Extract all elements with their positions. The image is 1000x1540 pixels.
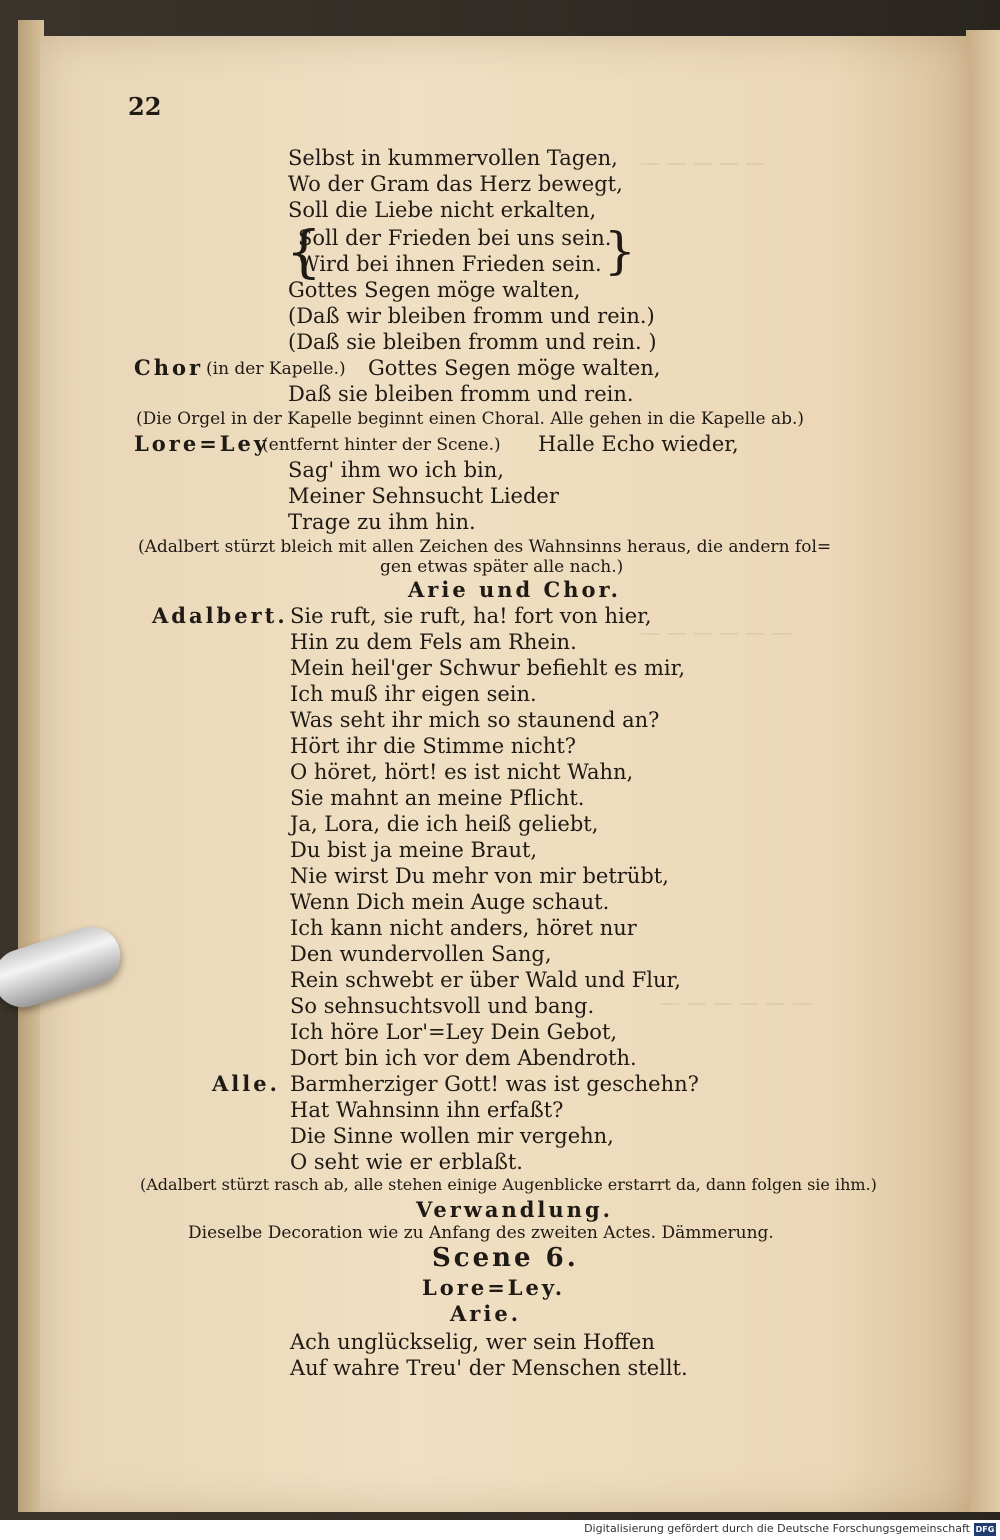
stage-direction: Dieselbe Decoration wie zu Anfang des zweiten Actes. Dämmerung. — [188, 1223, 774, 1243]
speaker-loreley: Lore=Ley. — [422, 1275, 566, 1300]
right-brace: } — [604, 222, 636, 280]
verse-line: Gottes Segen möge walten, — [288, 278, 581, 302]
verse-line: Soll die Liebe nicht erkalten, — [288, 198, 597, 222]
dfg-logo-icon: DFG — [975, 1525, 995, 1534]
stage-direction: (in der Kapelle.) — [206, 359, 346, 379]
verse-line: Du bist ja meine Braut, — [290, 838, 538, 862]
verse-line: Sag' ihm wo ich bin, — [288, 458, 504, 482]
verse-line: Mein heil'ger Schwur befiehlt es mir, — [290, 656, 686, 680]
next-page-edge — [966, 30, 1000, 1512]
verse-line: Trage zu ihm hin. — [288, 510, 476, 534]
verse-line: Halle Echo wieder, — [538, 432, 739, 456]
verse-line: Barmherziger Gott! was ist geschehn? — [290, 1072, 699, 1096]
verse-line: Sie ruft, sie ruft, ha! fort von hier, — [290, 604, 652, 628]
verse-line: Rein schwebt er über Wald und Flur, — [290, 968, 681, 992]
speaker-chor: Chor — [134, 355, 204, 380]
verse-line: Gottes Segen möge walten, — [368, 356, 661, 380]
speaker-alle: Alle. — [212, 1071, 280, 1096]
speaker-adalbert: Adalbert. — [152, 603, 288, 628]
verse-line: Nie wirst Du mehr von mir betrübt, — [290, 864, 669, 888]
section-heading: Arie. — [450, 1301, 522, 1326]
verse-line: Auf wahre Treu' der Menschen stellt. — [290, 1356, 688, 1380]
show-through: — — — — — — — [640, 620, 792, 644]
verse-line: (Daß wir bleiben fromm und rein.) — [288, 304, 655, 328]
verse-line: Ich muß ihr eigen sein. — [290, 682, 537, 706]
stage-direction: (Die Orgel in der Kapelle beginnt einen Choral. Alle gehen in die Kapelle ab.) — [136, 409, 805, 429]
verse-line: Dort bin ich vor dem Abendroth. — [290, 1046, 637, 1070]
stage-direction: (Adalbert stürzt rasch ab, alle stehen einige Augenblicke erstarrt da, dann folgen sie ihm.) — [140, 1175, 877, 1194]
verse-line: Die Sinne wollen mir vergehn, — [290, 1124, 614, 1148]
left-brace: { — [286, 220, 322, 285]
page-number: 22 — [128, 92, 162, 121]
verse-line: Den wundervollen Sang, — [290, 942, 552, 966]
show-through: — — — — — — — [660, 990, 812, 1014]
verse-line: Soll der Frieden bei uns sein. — [298, 226, 612, 250]
stage-direction: gen etwas später alle nach.) — [380, 557, 624, 577]
section-heading: Verwandlung. — [416, 1197, 613, 1222]
verse-line: O höret, hört! es ist nicht Wahn, — [290, 760, 634, 784]
stage-direction: (Adalbert stürzt bleich mit allen Zeichen des Wahnsinns heraus, die andern fol= — [138, 537, 832, 557]
verse-line: Hat Wahnsinn ihn erfaßt? — [290, 1098, 564, 1122]
verse-line: Hin zu dem Fels am Rhein. — [290, 630, 577, 654]
verse-line: Selbst in kummervollen Tagen, — [288, 146, 618, 170]
verse-line: Ich höre Lor'=Ley Dein Gebot, — [290, 1020, 618, 1044]
verse-line: Daß sie bleiben fromm und rein. — [288, 382, 634, 406]
verse-line: Meiner Sehnsucht Lieder — [288, 484, 559, 508]
verse-line: Wo der Gram das Herz bewegt, — [288, 172, 623, 196]
verse-line: Was seht ihr mich so staunend an? — [290, 708, 660, 732]
verse-line: (Daß sie bleiben fromm und rein. ) — [288, 330, 657, 354]
verse-line: Ich kann nicht anders, höret nur — [290, 916, 637, 940]
verse-line: Wenn Dich mein Auge schaut. — [290, 890, 610, 914]
verse-line: O seht wie er erblaßt. — [290, 1150, 523, 1174]
verse-line: So sehnsuchtsvoll und bang. — [290, 994, 595, 1018]
verse-line: Ach unglückselig, wer sein Hoffen — [290, 1330, 655, 1354]
section-heading: Arie und Chor. — [408, 577, 621, 602]
verse-line: Sie mahnt an meine Pflicht. — [290, 786, 585, 810]
stage-direction: (entfernt hinter der Scene.) — [262, 435, 501, 455]
verse-line: Hört ihr die Stimme nicht? — [290, 734, 577, 758]
verse-line: Wird bei ihnen Frieden sein. — [298, 252, 602, 276]
funding-credit: Digitalisierung gefördert durch die Deutsche Forschungsgemeinschaft — [584, 1522, 970, 1535]
show-through: — — — — — — [640, 150, 766, 174]
scene-heading: Scene 6. — [432, 1243, 579, 1273]
speaker-loreley: Lore=Ley — [134, 431, 270, 456]
verse-line: Ja, Lora, die ich heiß geliebt, — [290, 812, 599, 836]
